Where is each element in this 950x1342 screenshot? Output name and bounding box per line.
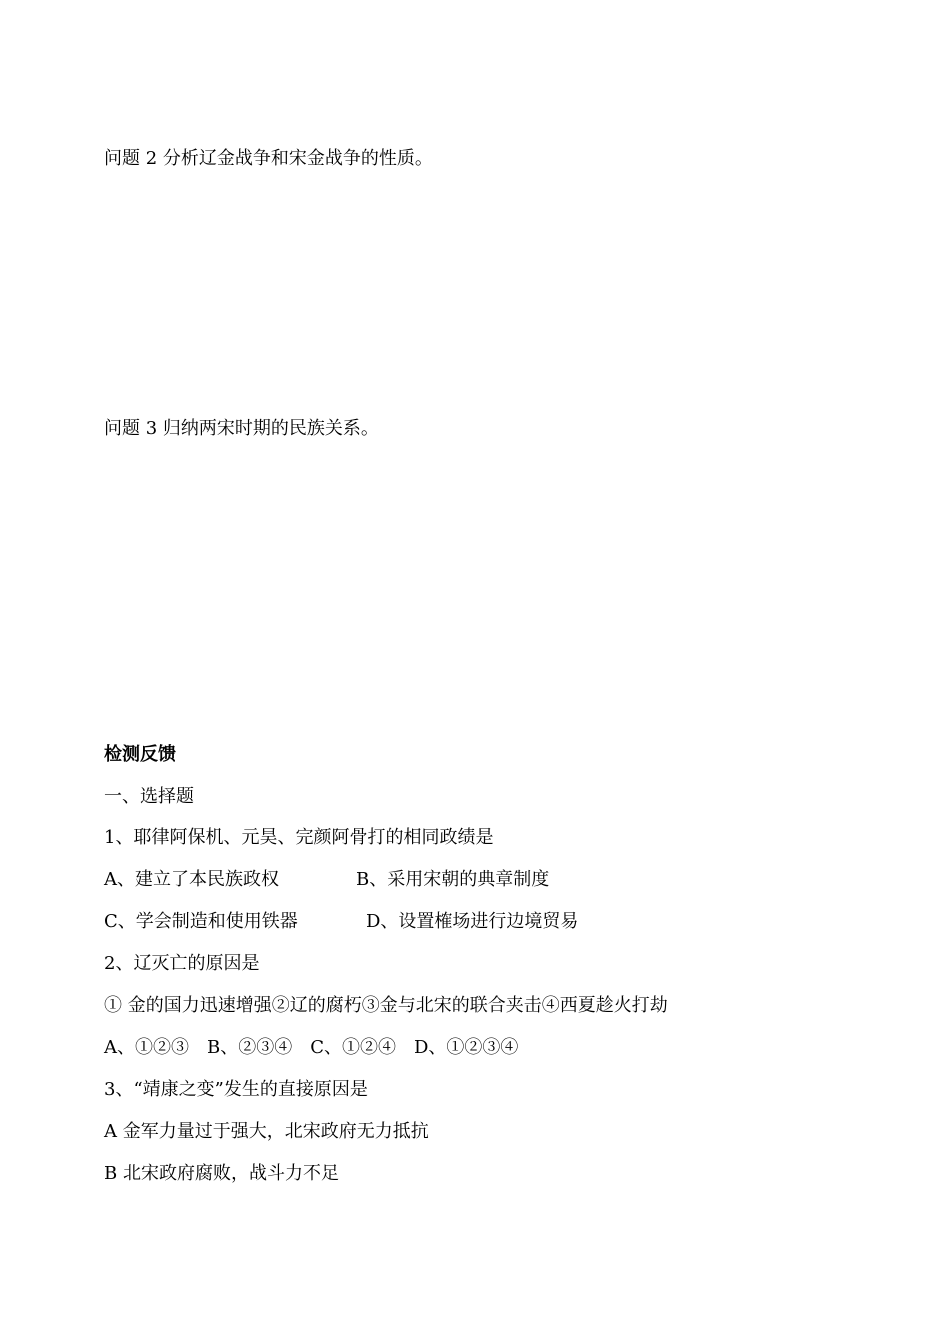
feedback-title: 检测反馈 [104,744,176,765]
item-1-option-c: C、学会制造和使用铁器 [104,911,298,932]
item-2-options: A、①②③ B、②③④ C、①②④ D、①②③④ [104,1037,519,1058]
item-1-stem: 1、耶律阿保机、元昊、完颜阿骨打的相同政绩是 [104,827,494,848]
item-3-stem: 3、“靖康之变”发生的直接原因是 [104,1079,368,1100]
item-2-stem: 2、辽灭亡的原因是 [104,953,260,974]
item-1-option-b: B、采用宋朝的典章制度 [356,869,550,890]
item-3-option-b: B 北宋政府腐败，战斗力不足 [104,1163,339,1184]
question-2: 问题 2 分析辽金战争和宋金战争的性质。 [104,148,433,169]
item-3-option-a: A 金军力量过于强大，北宋政府无力抵抗 [104,1121,429,1142]
item-1-option-a: A、建立了本民族政权 [104,869,279,890]
section-heading: 一、选择题 [104,786,194,807]
item-2-statements: ① 金的国力迅速增强②辽的腐朽③金与北宋的联合夹击④西夏趁火打劫 [104,995,668,1016]
item-1-option-d: D、设置榷场进行边境贸易 [366,911,579,932]
question-3: 问题 3 归纳两宋时期的民族关系。 [104,418,379,439]
